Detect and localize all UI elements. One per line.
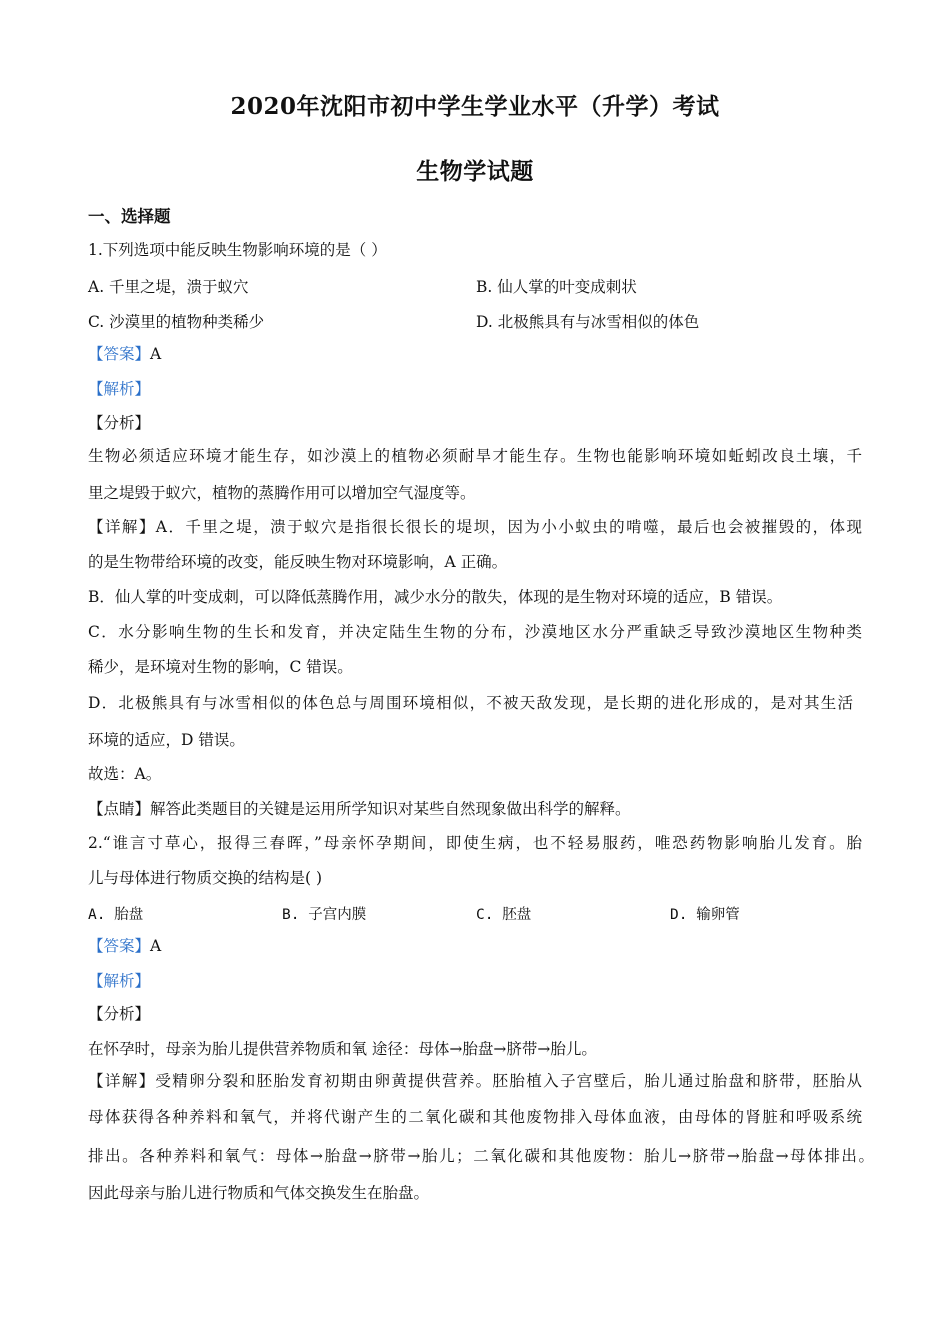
q2-detail-line: 因此母亲与胎儿进行物质和气体交换发生在胎盘。: [88, 1184, 430, 1202]
q1-fenxi-line: 生物必须适应环境才能生存，如沙漠上的植物必须耐旱才能生存。生物也能影响环境如蚯蚓改良土壤，千: [88, 447, 862, 465]
q1-fenxi-line: 里之堤毁于蚁穴，植物的蒸腾作用可以增加空气湿度等。: [88, 484, 476, 502]
q1-detail-line: D．北极熊具有与冰雪相似的体色总与周围环境相似，不被天敌发现，是长期的进化形成的，是对其生活: [88, 694, 853, 712]
q2-option-b: B. 子宫内膜: [282, 907, 367, 923]
q2-detail-line: 母体获得各种养料和氧气，并将代谢产生的二氧化碳和其他废物排入母体血液，由母体的肾脏和呼吸系统: [88, 1108, 862, 1126]
q1-analysis-tag: 【解析】: [88, 380, 151, 398]
q1-detail-line: 稀少，是环境对生物的影响，C 错误。: [88, 658, 353, 676]
q1-option-b: B. 仙人掌的叶变成刺状: [476, 278, 637, 296]
q2-answer: [88, 936, 161, 956]
q1-detail-line: 【详解】A．千里之堤，溃于蚁穴是指很长很长的堤坝，因为小小蚁虫的啃噬，最后也会被摧毁的，体现: [88, 518, 862, 536]
q1-detail-line: C．水分影响生物的生长和发育，并决定陆生生物的分布，沙漠地区水分严重缺乏导致沙漠地区生物种类: [88, 623, 862, 641]
q1-answer: [88, 344, 161, 364]
q2-analysis-tag: 【解析】: [88, 972, 151, 990]
q2-option-a: A. 胎盘: [88, 907, 144, 923]
answer-tag: 【答案】: [88, 345, 151, 363]
q1-dianjing: 【点睛】解答此类题目的关键是运用所学知识对某些自然现象做出科学的解释。: [88, 800, 631, 818]
q1-fenxi-tag: 【分析】: [88, 414, 151, 432]
q2-fenxi-tag: 【分析】: [88, 1005, 151, 1023]
q1-detail-line: 故选：A。: [88, 765, 162, 783]
q1-detail-line: 环境的适应，D 错误。: [88, 731, 245, 749]
q2-fenxi-line: 在怀孕时，母亲为胎儿提供营养物质和氧 途径：母体→胎盘→脐带→胎儿。: [88, 1040, 597, 1058]
q1-option-d: D. 北极熊具有与冰雪相似的体色: [476, 313, 700, 331]
answer-value: A: [150, 937, 162, 955]
answer-value: A: [150, 345, 162, 363]
q1-option-c: C. 沙漠里的植物种类稀少: [88, 313, 265, 331]
exam-title: 2020年沈阳市初中学生学业水平（升学）考试: [230, 93, 720, 120]
q2-detail-line: 排出。各种养料和氧气：母体→胎盘→脐带→胎儿；二氧化碳和其他废物：胎儿→脐带→胎盘→母体排出。: [88, 1147, 874, 1165]
q1-detail-line: 的是生物带给环境的改变，能反映生物对环境影响，A 正确。: [88, 553, 508, 571]
q1-option-a: A. 千里之堤，溃于蚁穴: [88, 278, 249, 296]
q1-stem: 1.下列选项中能反映生物影响环境的是（ ）: [88, 241, 387, 259]
answer-tag: 【答案】: [88, 937, 151, 955]
q2-option-d: D. 输卵管: [670, 907, 740, 923]
section-heading: 一、选择题: [88, 207, 171, 226]
q2-stem-line: 儿与母体进行物质交换的结构是( ): [88, 869, 323, 887]
q2-option-c: C. 胚盘: [476, 907, 532, 923]
q2-detail-line: 【详解】受精卵分裂和胚胎发育初期由卵黄提供营养。胚胎植入子宫壁后，胎儿通过胎盘和脐带，胚胎从: [88, 1072, 862, 1090]
exam-subtitle: 生物学试题: [416, 158, 534, 185]
q2-stem-line: 2.“谁言寸草心，报得三春晖，”母亲怀孕期间，即使生病，也不轻易服药，唯恐药物影响胎儿发育。胎: [88, 834, 862, 852]
q1-detail-line: B．仙人掌的叶变成刺，可以降低蒸腾作用，减少水分的散失，体现的是生物对环境的适应，B 错误。: [88, 588, 783, 606]
